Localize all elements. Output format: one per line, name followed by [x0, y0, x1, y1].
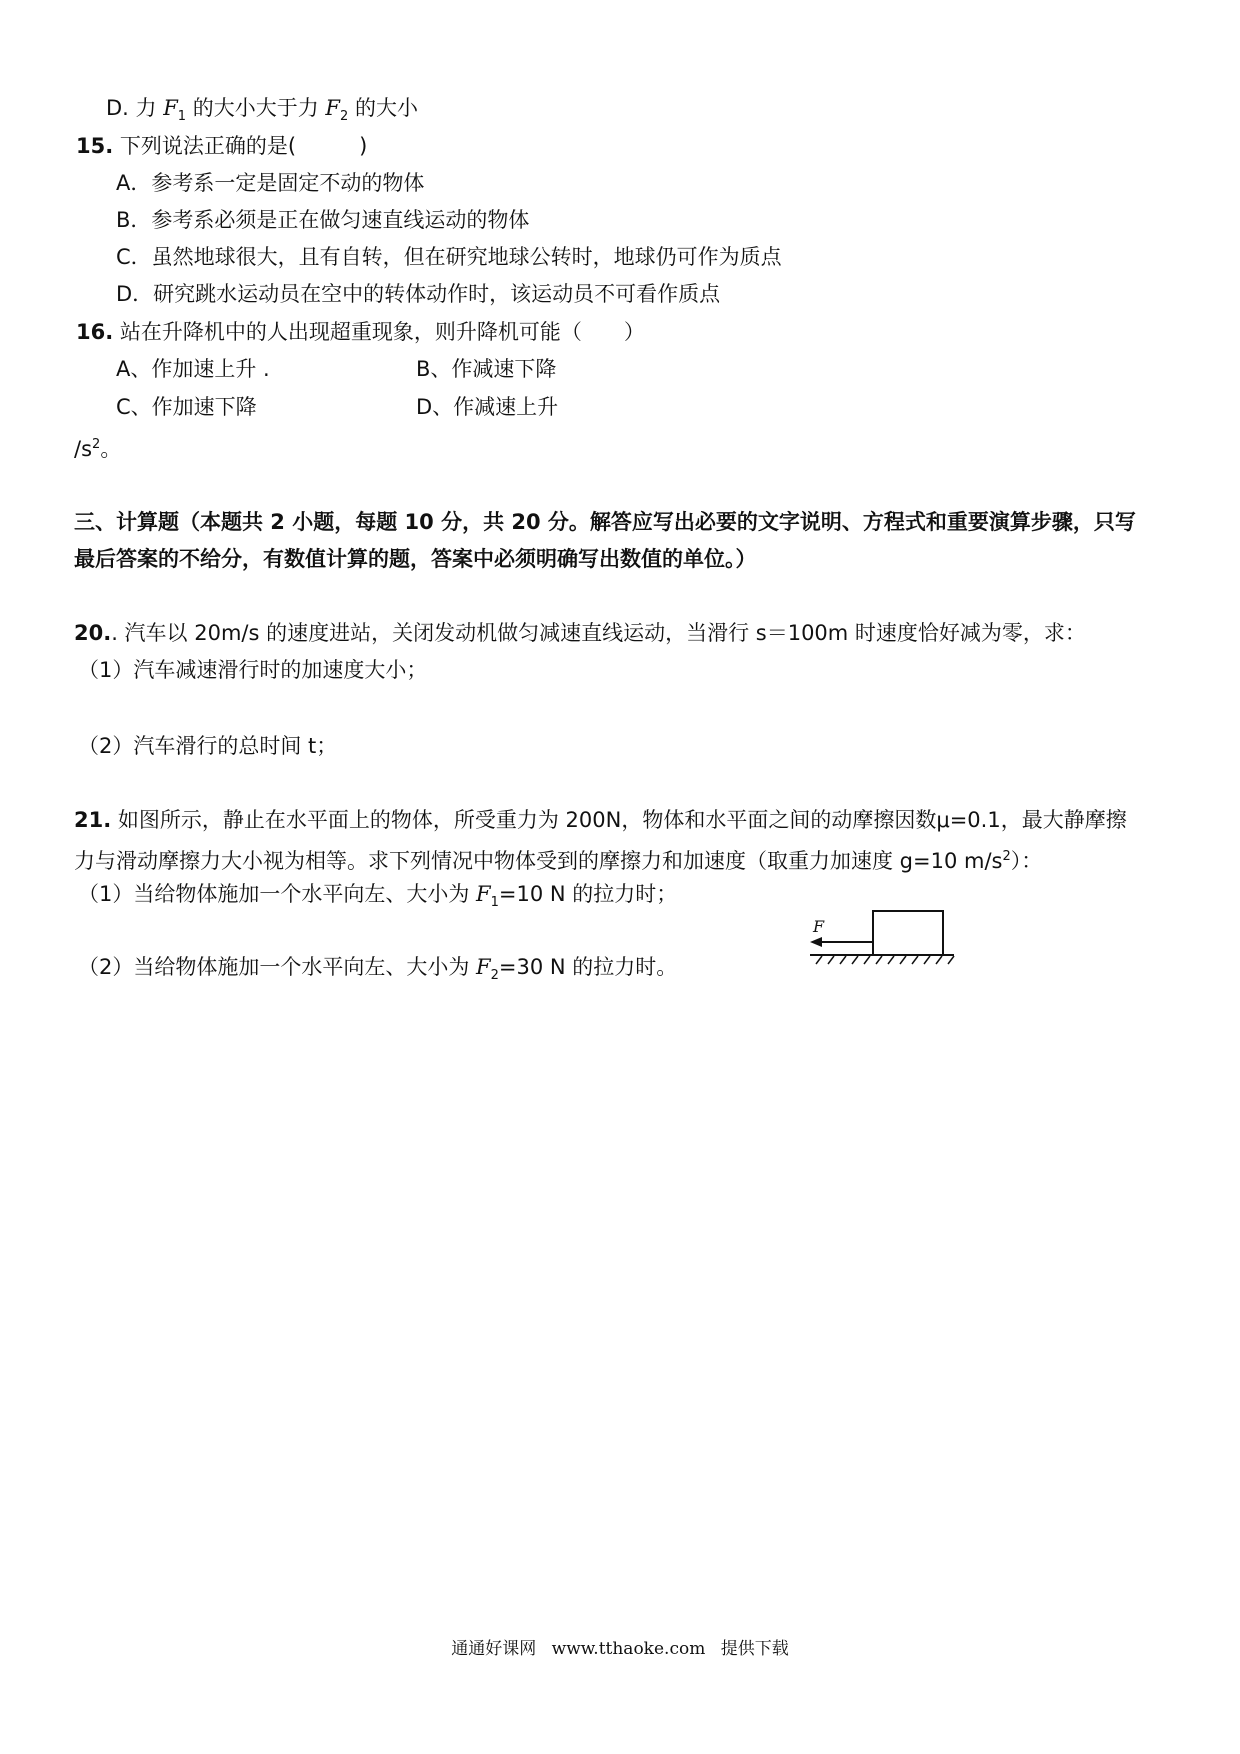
- q21-part2: （2）当给物体施加一个水平向左、大小为 $F_2=30$ N 的拉力时。: [78, 955, 678, 984]
- ground-hatching: [816, 956, 954, 964]
- q16-option-b: B、作减速下降: [416, 357, 557, 381]
- block-rect: [873, 911, 943, 955]
- force-arrow-head: [810, 937, 822, 947]
- q21-stem-line2: 力与滑动摩擦力大小视为相等。求下列情况中物体受到的摩擦力和加速度（取重力加速度 g=10 $m/s^2$）：: [74, 849, 1043, 873]
- q15-option-a: A．参考系一定是固定不动的物体: [116, 171, 425, 195]
- q20-part1: （1）汽车减速滑行时的加速度大小；: [78, 658, 428, 682]
- section3-heading-line2: 最后答案的不给分，有数值计算的题，答案中必须明确写出数值的单位。）: [74, 547, 757, 571]
- q16-options-row2: [116, 393, 636, 421]
- q14-option-d: D. 力 $F_1$ 的大小大于力 $F_2$ 的大小: [106, 96, 418, 125]
- q20-part2: （2）汽车滑行的总时间 t；: [78, 734, 338, 758]
- unit-fragment: $/s^2$。: [74, 437, 122, 461]
- q15-option-b: B．参考系必须是正在做匀速直线运动的物体: [116, 208, 530, 232]
- section3-heading-line1: 三、计算题（本题共 2 小题，每题 10 分，共 20 分。解答应写出必要的文字说明、方程式和重要演算步骤，只写: [74, 510, 1136, 534]
- q20-stem: 20.. 汽车以 20m/s 的速度进站，关闭发动机做匀减速直线运动，当滑行 s＝100m 时速度恰好减为零，求：: [74, 621, 1086, 645]
- q16-option-c: C、作加速下降: [116, 395, 257, 419]
- force-diagram: [808, 908, 958, 978]
- q15-option-c: C．虽然地球很大，且有自转，但在研究地球公转时，地球仍可作为质点: [116, 245, 782, 269]
- q21-stem-line1: 21. 如图所示，静止在水平面上的物体，所受重力为 200N，物体和水平面之间的动摩擦因数μ=0.1，最大静摩擦: [74, 808, 1127, 832]
- force-label: F: [813, 917, 825, 936]
- footer-action: 提供下载: [720, 1639, 789, 1659]
- q15-option-d: D．研究跳水运动员在空中的转体动作时，该运动员不可看作质点: [116, 282, 721, 306]
- q16-stem: 16. 站在升降机中的人出现超重现象，则升降机可能（ ）: [76, 320, 645, 344]
- footer-site: 通通好课网: [451, 1639, 537, 1659]
- q16-option-d: D、作减速上升: [416, 395, 559, 419]
- q16-option-a: A、作加速上升 .: [116, 357, 270, 381]
- page-footer: [0, 1634, 1240, 1659]
- q21-part1: （1）当给物体施加一个水平向左、大小为 $F_1=10$ N 的拉力时；: [78, 882, 678, 911]
- q15-stem: 15. 下列说法正确的是( ): [76, 134, 368, 158]
- footer-url[interactable]: www.tthaoke.com: [551, 1639, 706, 1659]
- q16-options-row1: [116, 355, 636, 383]
